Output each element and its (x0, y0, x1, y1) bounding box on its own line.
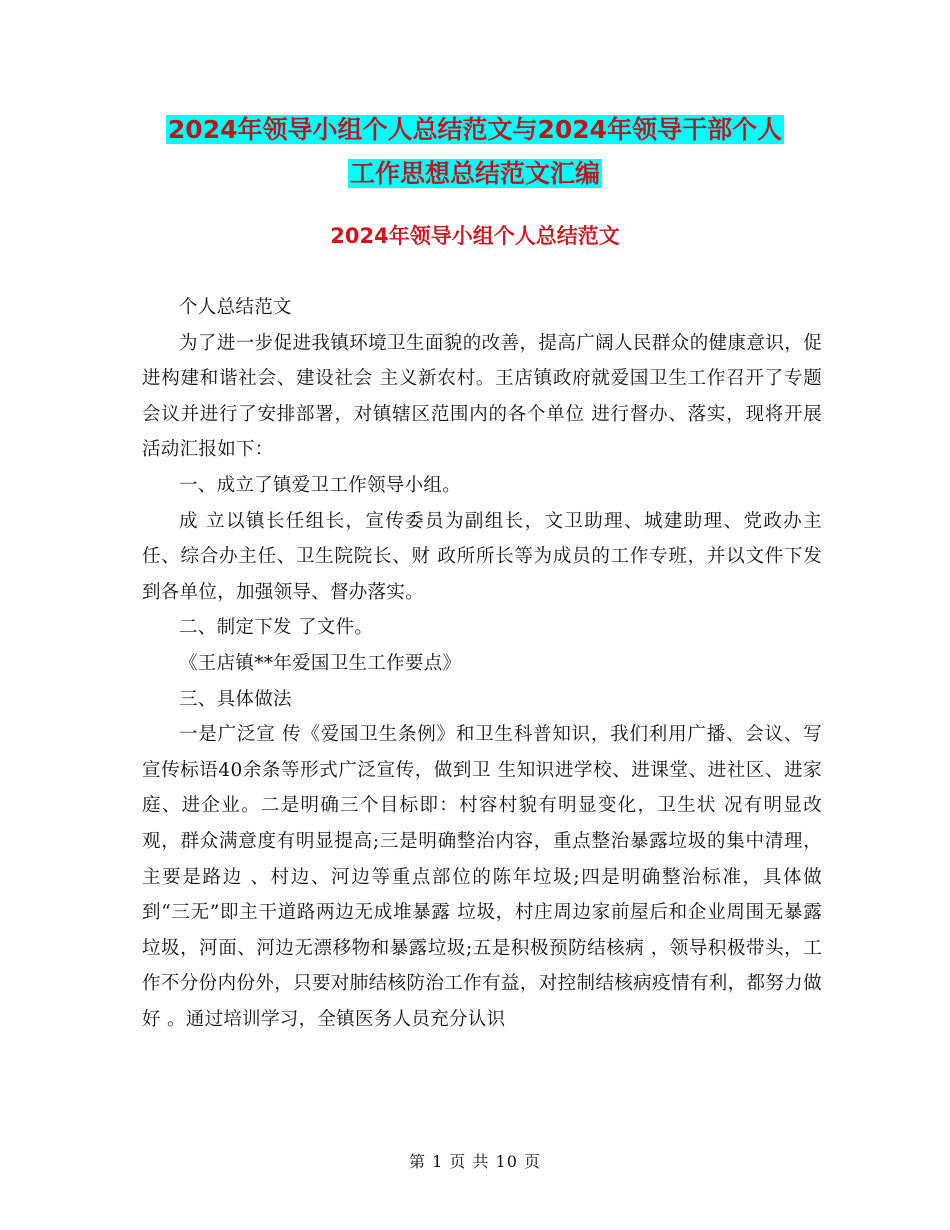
document-title-line-1 (0, 112, 950, 148)
paragraph-section-1: 一、成立了镇爱卫工作领导小组。 (179, 474, 462, 496)
document-title-line-2 (0, 156, 950, 192)
paragraph-section-3: 三、具体做法 (179, 688, 292, 710)
section-title: 2024年领导小组个人总结范文 (330, 224, 620, 248)
paragraph-section-2: 二、制定下发 了文件。 (179, 617, 374, 639)
paragraph-document-name: 《王店镇**年爱国卫生工作要点》 (179, 652, 462, 674)
document-body (142, 290, 822, 1037)
paragraph-intro: 为了进一步促进我镇环境卫生面貌的改善，提高广阔人民群众的健康意识，促进构建和谐社会、建设社会 主义新农村。王店镇政府就爱国卫生工作召开了专题会议并进行了安排部署，对镇辖区范围内的各个单位 进行督办、落实，现将开展活动汇报如下： (142, 332, 822, 461)
document-title-text-2: 工作思想总结范文汇编 (349, 159, 600, 188)
document-title-text-1: 2024年领导小组个人总结范文与2024年领导干部个人 (167, 115, 783, 144)
page-footer: 第 1 页 共 10 页 (409, 1152, 541, 1171)
paragraph-section-3-body: 一是广泛宣 传《爱国卫生条例》和卫生科普知识，我们利用广播、会议、写宣传标语40余条等形式广泛宣传，做到卫 生知识进学校、进课堂、进社区、进家庭、进企业。二是明确三个目标即：村容村貌有明显变化，卫生状 况有明显改观，群众满意度有明显提高;三是明确整治内容，重点整治暴露垃圾的集中清理，主要是路边 、村边、河边等重点部位的陈年垃圾;四是明确整治标准，具体做到“三无”即主干道路两边无成堆暴露 垃圾，村庄周边家前屋后和企业周围无暴露垃圾，河面、河边无漂移物和暴露垃圾;五是积极预防结核病 ，领导积极带头，工作不分份内份外，只要对肺结核防治工作有益，对控制结核病疫情有利，都努力做好 。通过培训学习，全镇医务人员充分认识 (142, 724, 822, 1030)
paragraph-heading: 个人总结范文 (179, 297, 292, 318)
paragraph-section-1-body: 成 立以镇长任组长，宣传委员为副组长，文卫助理、城建助理、党政办主任、综合办主任、卫生院院长、财 政所所长等为成员的工作专班，并以文件下发到各单位，加强领导、督办落实。 (142, 510, 822, 603)
